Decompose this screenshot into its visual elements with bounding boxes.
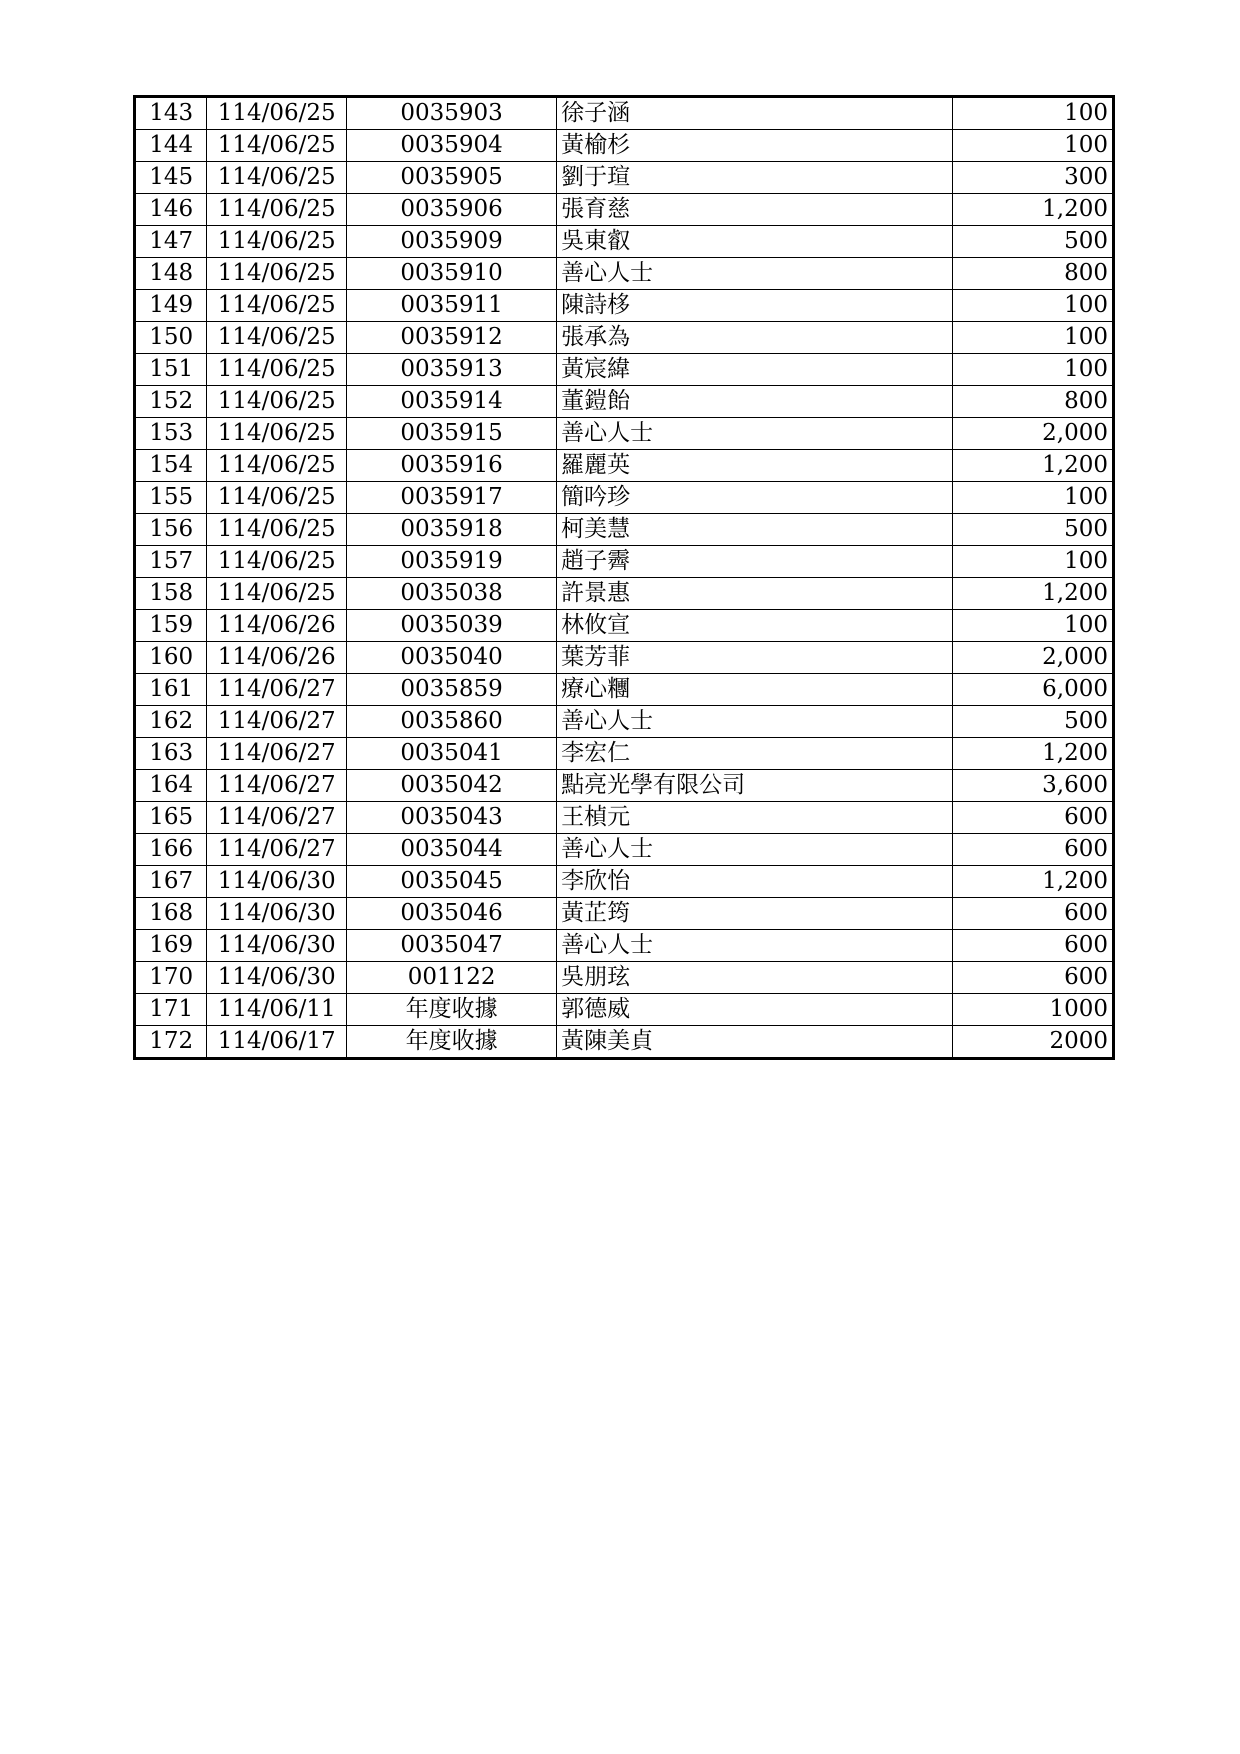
receipt-number-cell: 0035911: [347, 290, 557, 322]
row-number-cell: 170: [135, 962, 207, 994]
amount-cell: 1,200: [953, 866, 1114, 898]
row-number-cell: 156: [135, 514, 207, 546]
receipt-number-cell: 0035043: [347, 802, 557, 834]
table-row: [135, 962, 1114, 994]
amount-cell: 1,200: [953, 578, 1114, 610]
table-row: [135, 130, 1114, 162]
table-row: [135, 1026, 1114, 1059]
date-cell: 114/06/26: [207, 610, 347, 642]
row-number-cell: 160: [135, 642, 207, 674]
table-row: [135, 770, 1114, 802]
row-number-cell: 166: [135, 834, 207, 866]
date-cell: 114/06/30: [207, 866, 347, 898]
date-cell: 114/06/25: [207, 450, 347, 482]
table-row: [135, 514, 1114, 546]
receipt-number-cell: 0035860: [347, 706, 557, 738]
date-cell: 114/06/27: [207, 738, 347, 770]
donor-name-cell: 黃芷筠: [557, 898, 953, 930]
receipt-number-cell: 0035913: [347, 354, 557, 386]
amount-cell: 800: [953, 258, 1114, 290]
receipt-number-cell: 0035859: [347, 674, 557, 706]
donor-name-cell: 許景惠: [557, 578, 953, 610]
date-cell: 114/06/25: [207, 322, 347, 354]
row-number-cell: 169: [135, 930, 207, 962]
row-number-cell: 172: [135, 1026, 207, 1059]
amount-cell: 2,000: [953, 642, 1114, 674]
amount-cell: 1,200: [953, 194, 1114, 226]
donor-name-cell: 善心人士: [557, 418, 953, 450]
row-number-cell: 143: [135, 97, 207, 130]
amount-cell: 100: [953, 130, 1114, 162]
amount-cell: 100: [953, 97, 1114, 130]
amount-cell: 1,200: [953, 450, 1114, 482]
donor-name-cell: 郭德威: [557, 994, 953, 1026]
receipt-number-cell: 0035045: [347, 866, 557, 898]
date-cell: 114/06/25: [207, 130, 347, 162]
donor-name-cell: 善心人士: [557, 834, 953, 866]
date-cell: 114/06/25: [207, 226, 347, 258]
row-number-cell: 171: [135, 994, 207, 1026]
date-cell: 114/06/11: [207, 994, 347, 1026]
table-row: [135, 578, 1114, 610]
date-cell: 114/06/27: [207, 770, 347, 802]
table-body: [135, 97, 1114, 1059]
date-cell: 114/06/30: [207, 898, 347, 930]
date-cell: 114/06/25: [207, 514, 347, 546]
donor-name-cell: 善心人士: [557, 706, 953, 738]
row-number-cell: 168: [135, 898, 207, 930]
amount-cell: 300: [953, 162, 1114, 194]
receipt-number-cell: 0035912: [347, 322, 557, 354]
amount-cell: 500: [953, 706, 1114, 738]
row-number-cell: 155: [135, 482, 207, 514]
row-number-cell: 146: [135, 194, 207, 226]
row-number-cell: 157: [135, 546, 207, 578]
receipt-number-cell: 0035917: [347, 482, 557, 514]
receipt-number-cell: 0035044: [347, 834, 557, 866]
date-cell: 114/06/25: [207, 546, 347, 578]
donor-name-cell: 吳東叡: [557, 226, 953, 258]
table-row: [135, 194, 1114, 226]
date-cell: 114/06/17: [207, 1026, 347, 1059]
amount-cell: 500: [953, 226, 1114, 258]
date-cell: 114/06/25: [207, 258, 347, 290]
row-number-cell: 149: [135, 290, 207, 322]
amount-cell: 600: [953, 802, 1114, 834]
donor-name-cell: 吳朋玹: [557, 962, 953, 994]
donor-name-cell: 簡吟珍: [557, 482, 953, 514]
donor-name-cell: 董鎧飴: [557, 386, 953, 418]
receipt-number-cell: 0035909: [347, 226, 557, 258]
date-cell: 114/06/25: [207, 482, 347, 514]
table-row: [135, 162, 1114, 194]
receipt-number-cell: 0035906: [347, 194, 557, 226]
receipt-number-cell: 0035918: [347, 514, 557, 546]
amount-cell: 500: [953, 514, 1114, 546]
table-row: [135, 994, 1114, 1026]
date-cell: 114/06/27: [207, 802, 347, 834]
donor-name-cell: 柯美慧: [557, 514, 953, 546]
table-row: [135, 290, 1114, 322]
row-number-cell: 163: [135, 738, 207, 770]
table-row: [135, 386, 1114, 418]
receipt-number-cell: 0035039: [347, 610, 557, 642]
row-number-cell: 162: [135, 706, 207, 738]
table-row: [135, 450, 1114, 482]
date-cell: 114/06/30: [207, 930, 347, 962]
table-row: [135, 610, 1114, 642]
amount-cell: 6,000: [953, 674, 1114, 706]
date-cell: 114/06/30: [207, 962, 347, 994]
row-number-cell: 152: [135, 386, 207, 418]
row-number-cell: 150: [135, 322, 207, 354]
donor-name-cell: 趙子霽: [557, 546, 953, 578]
amount-cell: 100: [953, 354, 1114, 386]
donor-name-cell: 黃陳美貞: [557, 1026, 953, 1059]
row-number-cell: 148: [135, 258, 207, 290]
table-row: [135, 866, 1114, 898]
donor-name-cell: 羅麗英: [557, 450, 953, 482]
table-row: [135, 354, 1114, 386]
receipt-number-cell: 0035905: [347, 162, 557, 194]
donor-name-cell: 療心糰: [557, 674, 953, 706]
table-row: [135, 802, 1114, 834]
donor-name-cell: 黃榆杉: [557, 130, 953, 162]
row-number-cell: 167: [135, 866, 207, 898]
donor-name-cell: 黃宸緯: [557, 354, 953, 386]
amount-cell: 600: [953, 962, 1114, 994]
receipt-number-cell: 0035046: [347, 898, 557, 930]
receipt-number-cell: 0035903: [347, 97, 557, 130]
table-row: [135, 706, 1114, 738]
table-row: [135, 834, 1114, 866]
amount-cell: 800: [953, 386, 1114, 418]
date-cell: 114/06/27: [207, 706, 347, 738]
table-row: [135, 930, 1114, 962]
amount-cell: 100: [953, 610, 1114, 642]
receipt-number-cell: 001122: [347, 962, 557, 994]
date-cell: 114/06/25: [207, 418, 347, 450]
amount-cell: 3,600: [953, 770, 1114, 802]
donor-name-cell: 善心人士: [557, 258, 953, 290]
donor-name-cell: 王楨元: [557, 802, 953, 834]
receipt-number-cell: 0035916: [347, 450, 557, 482]
table-row: [135, 738, 1114, 770]
donor-name-cell: 點亮光學有限公司: [557, 770, 953, 802]
donor-name-cell: 林攸宣: [557, 610, 953, 642]
donor-name-cell: 張育慈: [557, 194, 953, 226]
row-number-cell: 165: [135, 802, 207, 834]
table-row: [135, 226, 1114, 258]
receipt-number-cell: 0035904: [347, 130, 557, 162]
table-row: [135, 322, 1114, 354]
table-row: [135, 97, 1114, 130]
row-number-cell: 144: [135, 130, 207, 162]
amount-cell: 1,200: [953, 738, 1114, 770]
donor-name-cell: 張承為: [557, 322, 953, 354]
amount-cell: 100: [953, 290, 1114, 322]
donor-name-cell: 李欣怡: [557, 866, 953, 898]
amount-cell: 100: [953, 546, 1114, 578]
row-number-cell: 147: [135, 226, 207, 258]
table-row: [135, 674, 1114, 706]
date-cell: 114/06/27: [207, 674, 347, 706]
donor-name-cell: 陳詩栘: [557, 290, 953, 322]
amount-cell: 2000: [953, 1026, 1114, 1059]
receipt-number-cell: 0035038: [347, 578, 557, 610]
donor-name-cell: 葉芳菲: [557, 642, 953, 674]
row-number-cell: 161: [135, 674, 207, 706]
receipt-number-cell: 0035041: [347, 738, 557, 770]
date-cell: 114/06/25: [207, 290, 347, 322]
date-cell: 114/06/25: [207, 578, 347, 610]
table-row: [135, 482, 1114, 514]
donor-name-cell: 善心人士: [557, 930, 953, 962]
donor-name-cell: 李宏仁: [557, 738, 953, 770]
receipt-number-cell: 0035915: [347, 418, 557, 450]
amount-cell: 100: [953, 482, 1114, 514]
row-number-cell: 159: [135, 610, 207, 642]
date-cell: 114/06/25: [207, 194, 347, 226]
receipt-number-cell: 0035040: [347, 642, 557, 674]
receipt-number-cell: 0035919: [347, 546, 557, 578]
date-cell: 114/06/25: [207, 354, 347, 386]
receipt-number-cell: 年度收據: [347, 1026, 557, 1059]
table-row: [135, 418, 1114, 450]
table-row: [135, 258, 1114, 290]
date-cell: 114/06/25: [207, 386, 347, 418]
donor-name-cell: 劉于瑄: [557, 162, 953, 194]
receipt-number-cell: 年度收據: [347, 994, 557, 1026]
date-cell: 114/06/26: [207, 642, 347, 674]
receipt-number-cell: 0035042: [347, 770, 557, 802]
donation-table: [133, 95, 1115, 1060]
table-row: [135, 898, 1114, 930]
receipt-number-cell: 0035047: [347, 930, 557, 962]
row-number-cell: 154: [135, 450, 207, 482]
amount-cell: 2,000: [953, 418, 1114, 450]
amount-cell: 1000: [953, 994, 1114, 1026]
amount-cell: 600: [953, 930, 1114, 962]
amount-cell: 600: [953, 834, 1114, 866]
row-number-cell: 158: [135, 578, 207, 610]
amount-cell: 600: [953, 898, 1114, 930]
date-cell: 114/06/27: [207, 834, 347, 866]
donor-name-cell: 徐子涵: [557, 97, 953, 130]
row-number-cell: 145: [135, 162, 207, 194]
row-number-cell: 153: [135, 418, 207, 450]
table-row: [135, 546, 1114, 578]
date-cell: 114/06/25: [207, 162, 347, 194]
receipt-number-cell: 0035914: [347, 386, 557, 418]
table-row: [135, 642, 1114, 674]
amount-cell: 100: [953, 322, 1114, 354]
row-number-cell: 164: [135, 770, 207, 802]
row-number-cell: 151: [135, 354, 207, 386]
receipt-number-cell: 0035910: [347, 258, 557, 290]
date-cell: 114/06/25: [207, 97, 347, 130]
